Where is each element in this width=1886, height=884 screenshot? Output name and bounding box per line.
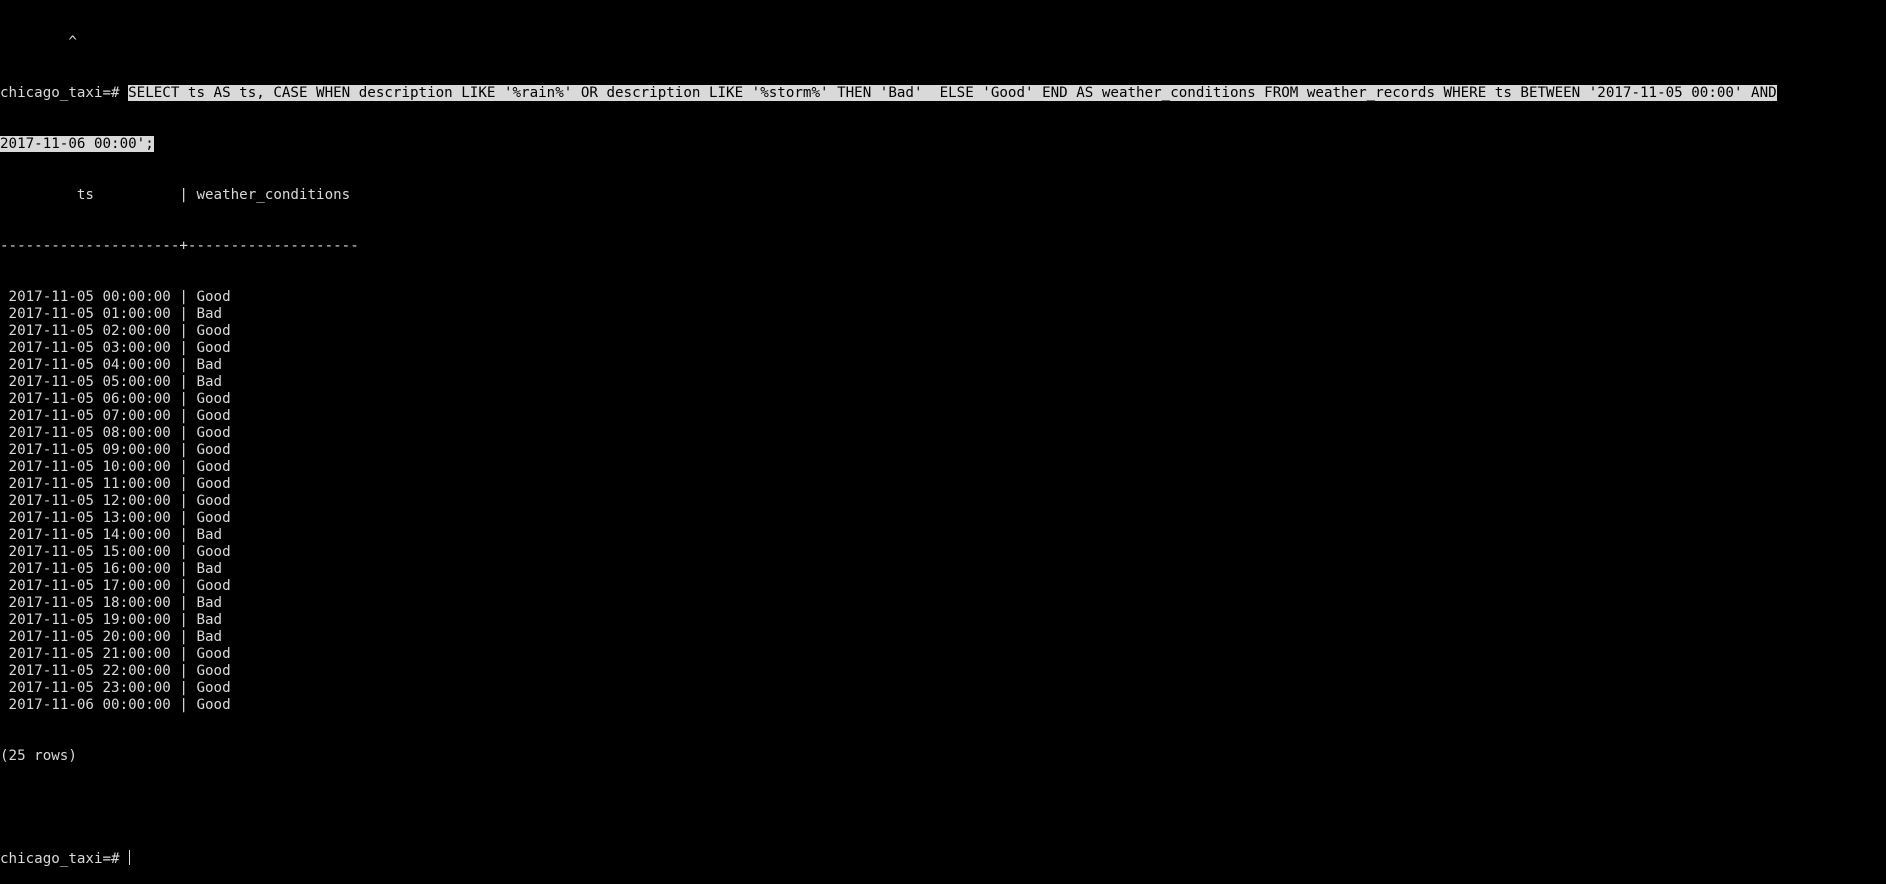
cell-ts: 2017-11-06 00:00:00 (8, 697, 171, 713)
final-prompt: chicago_taxi=# (0, 851, 120, 867)
table-row: 2017-11-05 03:00:00 | Good (8, 340, 231, 356)
text-cursor (129, 850, 130, 865)
cell-weather-conditions: Good (196, 425, 231, 441)
cell-weather-conditions: Bad (196, 612, 223, 628)
cell-ts: 2017-11-05 14:00:00 (8, 527, 171, 543)
cell-ts: 2017-11-05 10:00:00 (8, 459, 171, 475)
cell-weather-conditions: Good (196, 697, 231, 713)
cell-weather-conditions: Bad (196, 527, 223, 543)
cell-ts: 2017-11-05 07:00:00 (8, 408, 171, 424)
cell-ts: 2017-11-05 01:00:00 (8, 306, 171, 322)
table-row: 2017-11-05 11:00:00 | Good (8, 476, 231, 492)
cell-weather-conditions: Bad (196, 374, 223, 390)
table-separator: ---------------------+-------------------- (0, 238, 359, 254)
table-row: 2017-11-05 08:00:00 | Good (8, 425, 231, 441)
cell-weather-conditions: Good (196, 663, 231, 679)
cell-weather-conditions: Bad (196, 306, 223, 322)
table-row: 2017-11-05 04:00:00 | Bad (8, 357, 223, 373)
prompt: chicago_taxi=# (0, 85, 120, 101)
table-row: 2017-11-05 02:00:00 | Good (8, 323, 231, 339)
table-row: 2017-11-05 07:00:00 | Good (8, 408, 231, 424)
table-row: 2017-11-05 14:00:00 | Bad (8, 527, 223, 543)
table-row: 2017-11-05 18:00:00 | Bad (8, 595, 223, 611)
cell-weather-conditions: Good (196, 408, 231, 424)
cell-weather-conditions: Bad (196, 595, 223, 611)
cell-ts: 2017-11-05 06:00:00 (8, 391, 171, 407)
cell-weather-conditions: Bad (196, 629, 223, 645)
cell-ts: 2017-11-05 23:00:00 (8, 680, 171, 696)
cell-weather-conditions: Good (196, 493, 231, 509)
cell-weather-conditions: Good (196, 646, 231, 662)
cell-weather-conditions: Good (196, 442, 231, 458)
cell-ts: 2017-11-05 12:00:00 (8, 493, 171, 509)
cell-weather-conditions: Good (196, 340, 231, 356)
cell-weather-conditions: Good (196, 323, 231, 339)
cell-ts: 2017-11-05 04:00:00 (8, 357, 171, 373)
cell-weather-conditions: Good (196, 544, 231, 560)
caret-marker: ^ (68, 34, 77, 50)
cell-ts: 2017-11-05 09:00:00 (8, 442, 171, 458)
table-row: 2017-11-05 15:00:00 | Good (8, 544, 231, 560)
table-row: 2017-11-05 06:00:00 | Good (8, 391, 231, 407)
blank-line (0, 799, 1886, 816)
table-header: ts | weather_conditions (76, 187, 351, 203)
cell-ts: 2017-11-05 03:00:00 (8, 340, 171, 356)
table-row: 2017-11-06 00:00:00 | Good (8, 697, 231, 713)
cell-weather-conditions: Bad (196, 561, 223, 577)
table-row: 2017-11-05 00:00:00 | Good (8, 289, 231, 305)
input-line[interactable] (0, 850, 1886, 867)
table-row: 2017-11-05 05:00:00 | Bad (8, 374, 223, 390)
query-line-2[interactable] (0, 136, 1886, 153)
table-row: 2017-11-05 12:00:00 | Good (8, 493, 231, 509)
cell-weather-conditions: Good (196, 578, 231, 594)
table-row: 2017-11-05 23:00:00 | Good (8, 680, 231, 696)
cell-ts: 2017-11-05 05:00:00 (8, 374, 171, 390)
cell-ts: 2017-11-05 00:00:00 (8, 289, 171, 305)
cell-ts: 2017-11-05 20:00:00 (8, 629, 171, 645)
cell-ts: 2017-11-05 19:00:00 (8, 612, 171, 628)
table-row: 2017-11-05 22:00:00 | Good (8, 663, 231, 679)
query-text-line1[interactable]: SELECT ts AS ts, CASE WHEN description LIKE '%rain%' OR description LIKE '%storm%' THEN 'Bad' ELSE 'Good' END AS weather_conditions FROM weather_records WHERE ts BETWEEN '2017-11-05 00:00' AND (128, 85, 1777, 101)
cell-weather-conditions: Good (196, 391, 231, 407)
cell-weather-conditions: Good (196, 289, 231, 305)
row-count: (25 rows) (0, 748, 77, 764)
table-row: 2017-11-05 01:00:00 | Bad (8, 306, 223, 322)
table-row: 2017-11-05 19:00:00 | Bad (8, 612, 223, 628)
cell-weather-conditions: Good (196, 680, 231, 696)
cell-ts: 2017-11-05 16:00:00 (8, 561, 171, 577)
cell-ts: 2017-11-05 18:00:00 (8, 595, 171, 611)
table-row: 2017-11-05 21:00:00 | Good (8, 646, 231, 662)
cell-ts: 2017-11-05 17:00:00 (8, 578, 171, 594)
cell-weather-conditions: Good (196, 476, 231, 492)
cell-weather-conditions: Good (196, 459, 231, 475)
cell-ts: 2017-11-05 13:00:00 (8, 510, 171, 526)
cell-ts: 2017-11-05 21:00:00 (8, 646, 171, 662)
cell-ts: 2017-11-05 02:00:00 (8, 323, 171, 339)
cell-ts: 2017-11-05 15:00:00 (8, 544, 171, 560)
header-ts: ts (76, 187, 94, 203)
cell-ts: 2017-11-05 08:00:00 (8, 425, 171, 441)
caret-marker-line (0, 34, 1886, 51)
cell-ts: 2017-11-05 11:00:00 (8, 476, 171, 492)
header-weather-conditions: weather_conditions (196, 187, 351, 203)
table-row: 2017-11-05 16:00:00 | Bad (8, 561, 223, 577)
query-text-line2[interactable]: 2017-11-06 00:00'; (0, 136, 154, 152)
table-row: 2017-11-05 09:00:00 | Good (8, 442, 231, 458)
result-rows (0, 289, 1886, 714)
table-row: 2017-11-05 10:00:00 | Good (8, 459, 231, 475)
cell-weather-conditions: Good (196, 510, 231, 526)
table-row: 2017-11-05 17:00:00 | Good (8, 578, 231, 594)
query-line-1[interactable] (0, 85, 1886, 102)
cell-weather-conditions: Bad (196, 357, 223, 373)
table-row: 2017-11-05 20:00:00 | Bad (8, 629, 223, 645)
table-row: 2017-11-05 13:00:00 | Good (8, 510, 231, 526)
cell-ts: 2017-11-05 22:00:00 (8, 663, 171, 679)
